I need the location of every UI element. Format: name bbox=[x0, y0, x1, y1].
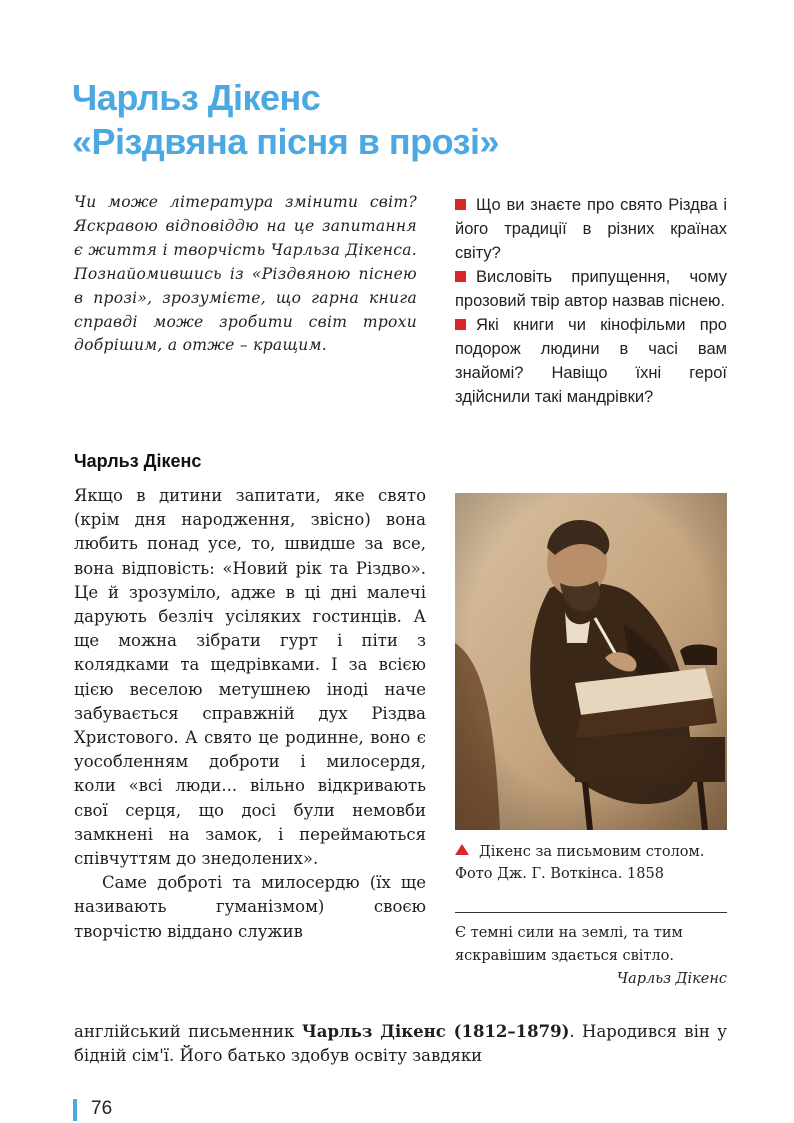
caption-text: Дікенс за письмовим столом. Фото Дж. Г. Воткінса. 1858 bbox=[455, 844, 705, 882]
body-paragraph-2-continued bbox=[74, 1020, 727, 1068]
page-number-bar bbox=[73, 1099, 77, 1121]
epigraph-quote bbox=[455, 922, 727, 991]
question-item: Які книги чи кінофільми про подорож людини в часі вам знайомі? Навіщо їхні герої здійснили такі мандрівки? bbox=[455, 313, 727, 409]
quote-author: Чарльз Дікенс bbox=[616, 971, 727, 987]
question-item: Що ви знаєте про свято Різдва і його традиції в різних країнах світу? bbox=[455, 193, 727, 265]
caption-triangle-icon bbox=[455, 844, 469, 855]
question-list bbox=[455, 193, 727, 409]
body-paragraph-2: Саме доброті та милосердю (їх ще називають гуманізмом) своєю творчістю віддано служив bbox=[74, 873, 426, 941]
page-number: 76 bbox=[91, 1098, 113, 1119]
title-line-2: «Різдвяна пісня в прозі» bbox=[72, 121, 500, 162]
author-name-dates: Чарльз Дікенс (1812–1879) bbox=[301, 1022, 570, 1041]
body-paragraph-1: Якщо в дитини запитати, яке свято (крім дня народження, звісно) вона любить понад усе, то, швидше за все, вона відповість: «Новий рік та Різдво». Це й зрозуміло, адже в ці дні малечі дарують безліч усіляких гостинців. А ще можна зібрати гурт і піти з колядками та щедрівками. І за всією цією веселою метушнею іноді наче забувається справжній дух Різдва Христового. А свято це родинне, воно є уособленням доброти і милосердя, коли «всі люди... вільно відкривають свої серця, що досі були немовби замкнені на замок, і переймаються співчуттям до знедолених». bbox=[74, 486, 426, 869]
continued-text-end: . Народився він у бідній сім'ї. Його батько здобув освіту завдяки bbox=[74, 1022, 727, 1066]
photo-caption bbox=[455, 841, 730, 885]
section-heading: Чарльз Дікенс bbox=[74, 451, 202, 471]
dickens-photo bbox=[455, 493, 727, 830]
body-column bbox=[74, 484, 426, 944]
title-line-1: Чарльз Дікенс bbox=[72, 77, 321, 118]
continued-text-start: англійський письменник bbox=[74, 1022, 302, 1041]
quote-text: Є темні сили на землі, та тим яскравішим здається світло. bbox=[455, 925, 683, 964]
question-item: Висловіть припущення, чому прозовий твір автор назвав піснею. bbox=[455, 265, 727, 313]
intro-text: Чи може література змінити світ? Яскравою відповіддю на це запитання є життя і творчість Чарльза Дікенса. Познайомившись із «Різдвяною піснею в прозі», зрозумієте, що гарна книга справді може зробити світ трохи добрішим, а отже – кращим. bbox=[74, 193, 417, 355]
quote-divider bbox=[455, 912, 727, 913]
page-title bbox=[72, 76, 632, 164]
